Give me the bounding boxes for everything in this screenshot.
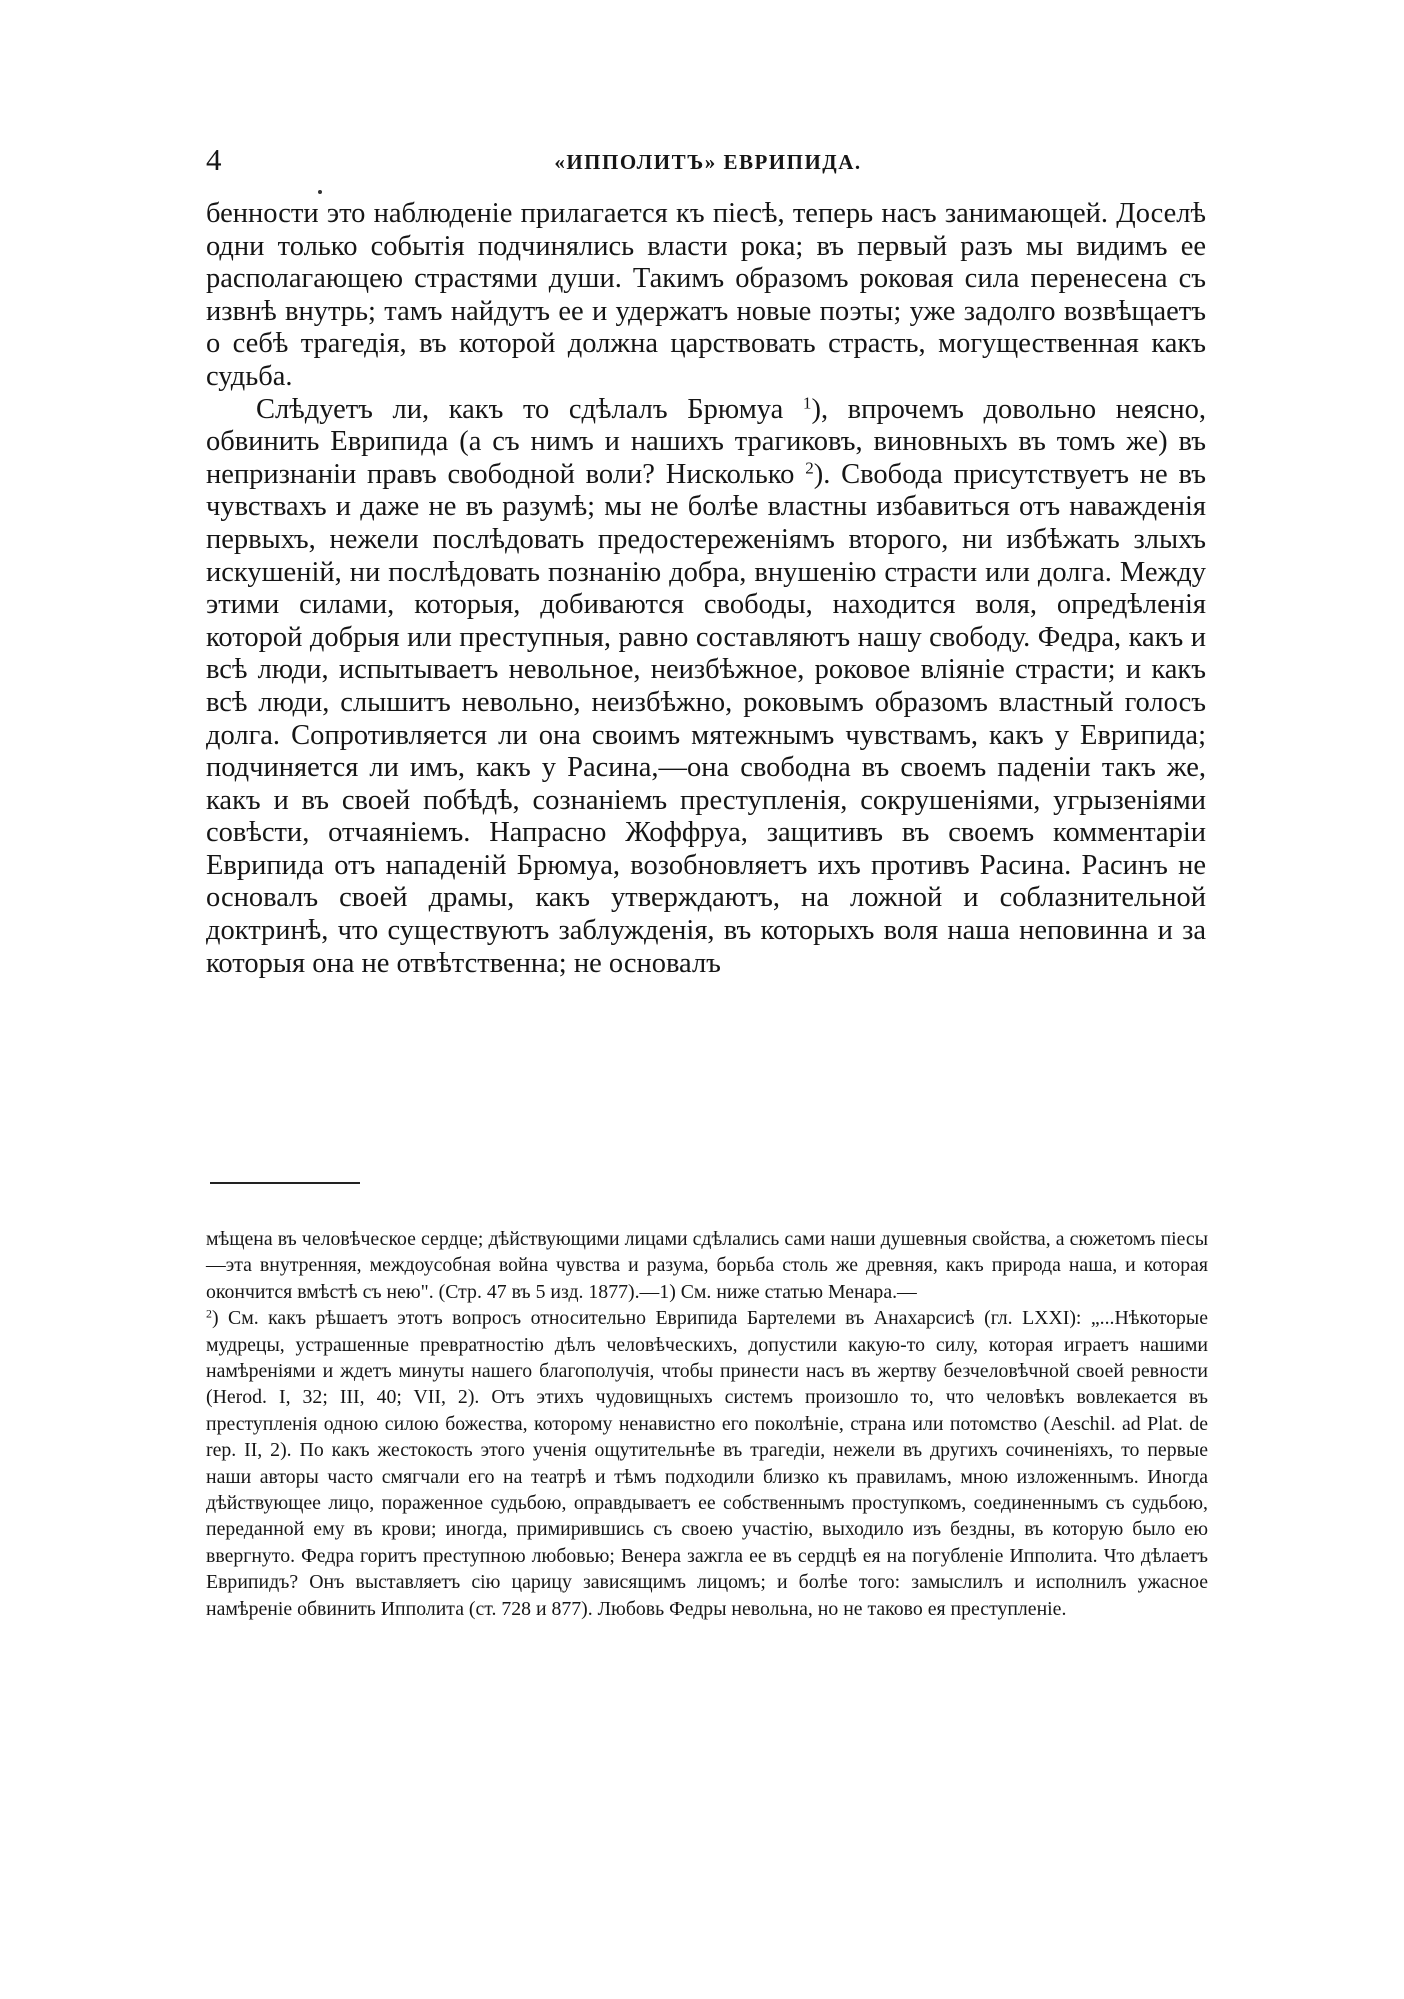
footnote-2 [206,1305,1208,1622]
footnote-2-number: 2 [206,1306,212,1321]
paragraph-2-part-a: Слѣдуетъ ли, какъ то сдѣлалъ Брюмуа [256,393,803,425]
footnote-ref-2: 2 [805,458,814,478]
stray-dot [318,190,322,194]
footnote-rule [210,1182,360,1184]
page-header [206,142,1210,182]
footnote-continuation: мѣщена въ человѣческое сердце; дѣйствующими лицами сдѣлались сами наши душевныя свойства, а сюжетомъ піесы—эта внутренняя, междоусобная война чувства и разума, борьба столь же древняя, какъ природа наша, и которая окончится вмѣстѣ съ нею". (Стр. 47 въ 5 изд. 1877).—1) См. ниже статью Менара.— [206,1228,1208,1303]
paragraph-1: бенности это наблюденіе прилагается къ піесѣ, теперь насъ занимающей. Доселѣ одни только событія подчинялись власти рока; въ первый разъ мы видимъ ее располагающею страстями души. Такимъ образомъ роковая сила перенесена съ извнѣ внутрь; тамъ найдутъ ее и удержатъ новые поэты; уже задолго возвѣщаетъ о себѣ трагедія, въ которой должна царствовать страсть, могущественная какъ судьба. [206,198,1206,392]
page-number: 4 [206,142,222,177]
footnotes [206,1226,1208,1622]
footnote-ref-1: 1 [802,393,812,413]
running-title: «ИППОЛИТЪ» ЕВРИПИДА. [554,150,862,174]
footnote-2-text: ) См. какъ рѣшаетъ этотъ вопросъ относительно Еврипида Бартелеми въ Анахарсисѣ (гл. LXXI): „...Нѣкоторые мудрецы, устрашенные превратностію дѣлъ человѣческихъ, допустили какую-то силу, которая играетъ нашими намѣреніями и ждетъ минуты нашего благополучія, чтобы принести насъ въ жертву безчеловѣчной своей ревности (Herod. I, 32; III, 40; VII, 2). Отъ этихъ чудовищныхъ системъ произошло то, что человѣкъ вовлекается въ преступленія одною силою божества, которому ненавистно его поколѣніе, страна или потомство (Aeschil. ad Plat. de rep. II, 2). По какъ жестокость этого ученія ощутительнѣе въ трагедіи, нежели въ другихъ сочиненіяхъ, то первые наши авторы часто смягчали его на театрѣ и тѣмъ подходили близко къ правиламъ, мною изложеннымъ. Иногда дѣйствующее лицо, пораженное судьбою, оправдываетъ ее собственнымъ проступкомъ, соединеннымъ съ судьбою, переданной ему въ крови; иногда, примирившись съ своею участію, выходило изъ бездны, въ которую было ею ввергнуто. Федра горитъ преступною любовью; Венера зажгла ее въ сердцѣ ея на погубленіе Ипполита. Что дѣлаетъ Еврипидъ? Онъ выставляетъ сію царицу зависящимъ лицомъ; и болѣе того: замыслилъ и исполнилъ ужасное намѣреніе обвинить Ипполита (ст. 728 и 877). Любовь Федры невольна, но не таково ея преступленіе. [206,1307,1208,1620]
main-text [206,198,1206,980]
paragraph-2-part-c: ). Свобода присутствуетъ не въ чувствахъ и даже не въ разумѣ; мы не болѣе властны избавиться отъ наважденія первыхъ, нежели послѣдовать предостереженіямъ второго, ни избѣжать злыхъ искушеній, ни послѣдовать познанію добра, внушенію страсти или долга. Между этими силами, которыя, добиваются свободы, находится воля, опредѣленія которой добрыя или преступныя, равно составляютъ нашу свободу. Федра, какъ и всѣ люди, испытываетъ невольное, неизбѣжное, роковое вліяніе страсти; и какъ всѣ люди, слышитъ невольно, неизбѣжно, роковымъ образомъ властный голосъ долга. Сопротивляется ли она своимъ мятежнымъ чувствамъ, какъ у Еврипида; подчиняется ли имъ, какъ у Расина,—она свободна въ своемъ паденіи такъ же, какъ и въ своей побѣдѣ, сознаніемъ преступленія, сокрушеніями, угрызеніями совѣсти, отчаяніемъ. Напрасно Жоффруа, защитивъ въ своемъ комментаріи Еврипида отъ нападеній Брюмуа, возобновляетъ ихъ противъ Расина. Расинъ не основалъ своей драмы, какъ утверждаютъ, на ложной и соблазнительной доктринѣ, что существуютъ заблужденія, въ которыхъ воля наша неповинна и за которыя она не отвѣтственна; не основалъ [206,458,1206,979]
paragraph-2 [206,394,1206,981]
paragraph-2-part-b: ), впрочемъ довольно неясно, обвинить Еврипида (а съ нимъ и нашихъ трагиковъ, виновныхъ въ томъ же) въ непризнаніи правъ свободной воли? Нисколько [206,393,1206,490]
